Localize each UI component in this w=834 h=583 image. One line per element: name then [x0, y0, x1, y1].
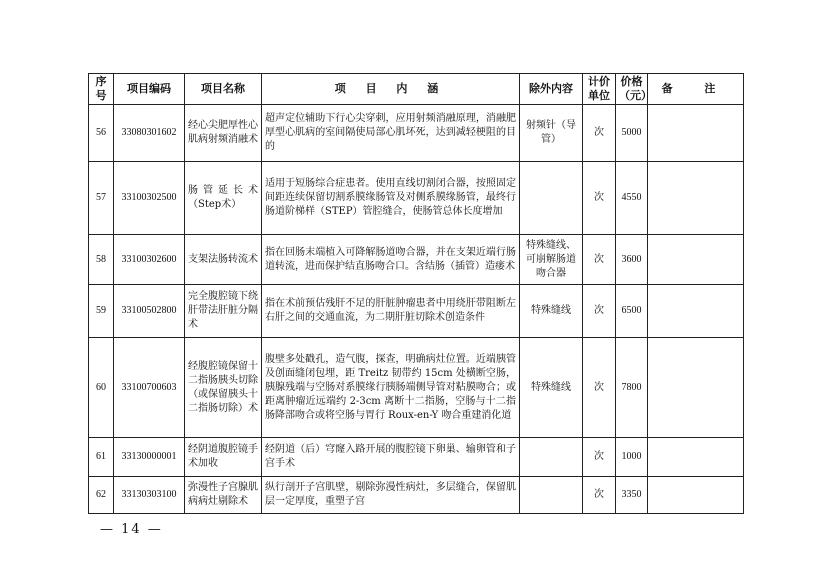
row-content: 指在回肠末端植入可降解肠道吻合器，并在支架近端行肠道转流，进而保护结直肠吻合口。含结肠（插管）造瘘术: [262, 235, 520, 285]
row-unit: 次: [583, 285, 616, 338]
row-unit: 次: [583, 162, 616, 235]
row-content: 指在术前预估残肝不足的肝脏肿瘤患者中用绕肝带阻断左右肝之间的交通血流，为二期肝脏切除术创造条件: [262, 285, 520, 338]
row-seq: 59: [89, 285, 114, 338]
header-seq: 序号: [89, 74, 114, 105]
row-excluded: 射频针（导管）: [520, 105, 583, 162]
row-unit: 次: [583, 477, 616, 514]
row-remark: [648, 105, 744, 162]
table-row: [89, 285, 744, 338]
row-code: 33100502800: [114, 285, 185, 338]
row-unit: 次: [583, 338, 616, 438]
row-content: 超声定位辅助下行心尖穿刺，应用射频消融原理，消融肥厚型心肌病的室间隔使局部心肌坏死，达到减轻梗阻的目的: [262, 105, 520, 162]
row-name: 完全腹腔镜下绕肝带法肝脏分隔术: [185, 285, 262, 338]
row-code: 33100700603: [114, 338, 185, 438]
table-header-row: [89, 74, 744, 105]
row-excluded: [520, 162, 583, 235]
table-row: [89, 477, 744, 514]
row-seq: 61: [89, 438, 114, 477]
page-number: — 14 —: [100, 522, 163, 537]
header-name: 项目名称: [185, 74, 262, 105]
row-price: 7800: [616, 338, 648, 438]
header-excluded: 除外内容: [520, 74, 583, 105]
row-code: 33100302500: [114, 162, 185, 235]
row-seq: 57: [89, 162, 114, 235]
row-name: 经阴道腹腔镜手术加收: [185, 438, 262, 477]
row-content: 经阴道（后）穹窿入路开展的腹腔镜下卵巢、输卵管和子宫手术: [262, 438, 520, 477]
table-row: [89, 162, 744, 235]
row-price: 5000: [616, 105, 648, 162]
row-price: 3350: [616, 477, 648, 514]
row-name: 经心尖肥厚性心肌病射频消融术: [185, 105, 262, 162]
row-excluded: 特殊缝线: [520, 338, 583, 438]
row-seq: 56: [89, 105, 114, 162]
header-unit: 计价单位: [583, 74, 616, 105]
row-unit: 次: [583, 105, 616, 162]
row-name: 弥漫性子宫腺肌病病灶剔除术: [185, 477, 262, 514]
row-price: 4550: [616, 162, 648, 235]
row-seq: 58: [89, 235, 114, 285]
row-price: 1000: [616, 438, 648, 477]
row-remark: [648, 235, 744, 285]
row-remark: [648, 285, 744, 338]
header-code: 项目编码: [114, 74, 185, 105]
row-excluded: 特殊缝线、可崩解肠道吻合器: [520, 235, 583, 285]
row-name: 肠管延长术（Step术）: [185, 162, 262, 235]
row-code: 33130303100: [114, 477, 185, 514]
row-content: 适用于短肠综合症患者。使用直线切割闭合器，按照固定间距连续保留切割系膜缘肠管及对侧系膜缘肠管，最终行肠道阶梯样（STEP）管腔缝合，使肠管总体长度增加: [262, 162, 520, 235]
table-row: [89, 105, 744, 162]
row-code: 33080301602: [114, 105, 185, 162]
table-row: [89, 438, 744, 477]
fee-table: [88, 73, 744, 514]
table-row: [89, 338, 744, 438]
table-row: [89, 235, 744, 285]
row-excluded: [520, 477, 583, 514]
row-price: 6500: [616, 285, 648, 338]
row-excluded: 特殊缝线: [520, 285, 583, 338]
header-content: 项 目 内 涵: [262, 74, 520, 105]
row-remark: [648, 338, 744, 438]
header-remark: 备 注: [648, 74, 744, 105]
row-name: 经腹腔镜保留十二指肠胰头切除（或保留胰头十二指肠切除）术: [185, 338, 262, 438]
row-remark: [648, 162, 744, 235]
row-seq: 62: [89, 477, 114, 514]
row-remark: [648, 438, 744, 477]
row-code: 33100302600: [114, 235, 185, 285]
row-content: 腹壁多处戳孔，造气腹，探查，明确病灶位置。近端胰管及创面缝闭包埋，距 Treitz 韧带约 15cm 处横断空肠，胰腺残端与空肠对系膜缘行胰肠端侧导管对粘膜吻合；或距离肿瘤近远端约 2-3cm 离断十二指肠，空肠与十二指肠降部吻合或将空肠与胃行 Roux-en-Y 吻合重建消化道: [262, 338, 520, 438]
row-content: 纵行剖开子宫肌壁，剔除弥漫性病灶，多层缝合，保留肌层一定厚度，重塑子宫: [262, 477, 520, 514]
row-seq: 60: [89, 338, 114, 438]
row-excluded: [520, 438, 583, 477]
row-remark: [648, 477, 744, 514]
row-unit: 次: [583, 438, 616, 477]
row-name: 支架法肠转流术: [185, 235, 262, 285]
header-price: 价格（元）: [616, 74, 648, 105]
row-price: 3600: [616, 235, 648, 285]
row-unit: 次: [583, 235, 616, 285]
row-code: 33130000001: [114, 438, 185, 477]
